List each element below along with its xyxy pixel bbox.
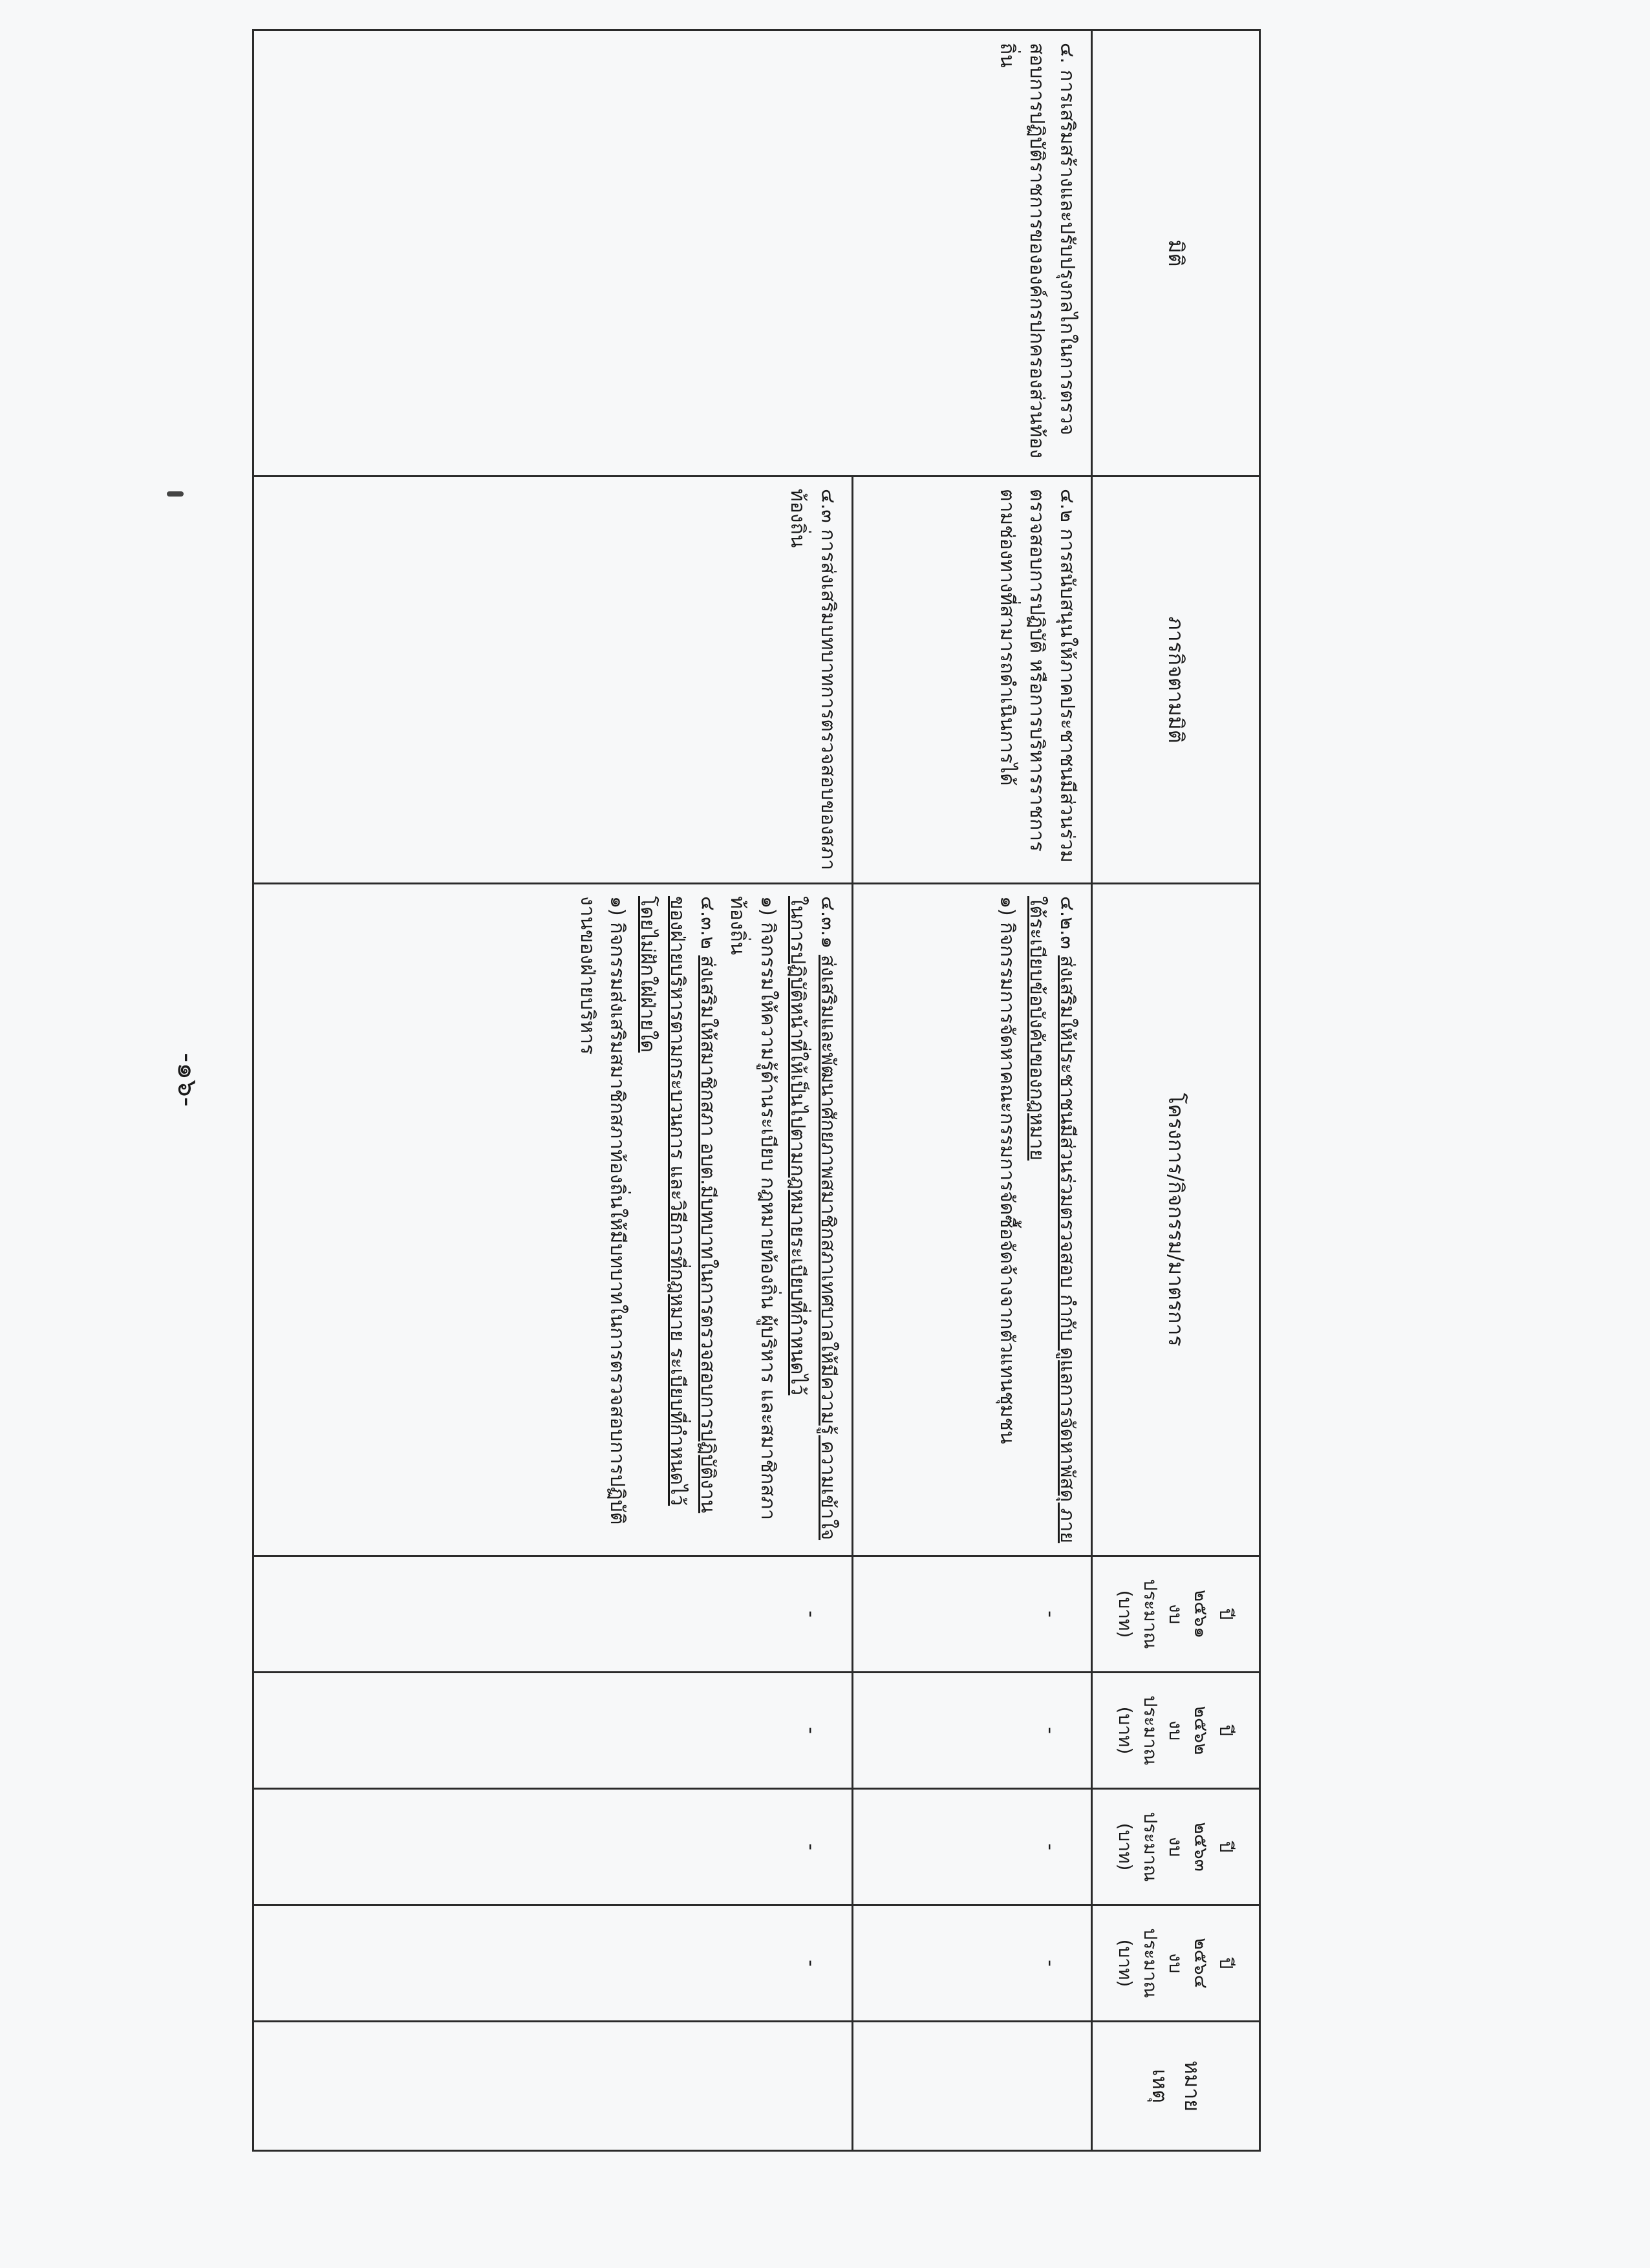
budget-2563: - [253,1789,853,1905]
budget-2561: - [253,1556,853,1673]
budget-2561: - [853,1556,1092,1673]
header-project: โครงการ/กิจกรรม/มาตรการ [1092,884,1260,1556]
budget-2562: - [853,1673,1092,1789]
dimension-cell: ๔. การเสริมสร้างและปรับปรุงกลไกในการตรวจสอบการปฏิบัติราชการขององค์กรปกครองส่วนท้องถิ่น [253,30,1092,476]
budget-2564: - [253,1905,853,2022]
mission-cell: ๔.๒ การสนับสนุนให้ภาคประชาชนมีส่วนร่วมตรวจสอบการปฏิบัติ หรือการบริหารราชการตามช่องทางที่สามารถดำเนินการได้ [853,476,1092,884]
project-item: ๑) กิจกรรมให้ความรู้ด้านระเบียบ กฎหมายท้องถิ่น ผู้บริหาร และสมาชิกสภาท้องถิ่น [726,896,779,1520]
rotated-table-container [252,29,1261,2150]
header-year-2563: ปี ๒๕๖๓ งบ ประมาณ (บาท) [1092,1789,1260,1905]
project-cell [853,884,1092,1556]
project-item: ๔.๓.๑ ส่งเสริมและพัฒนาศักยภาพสมาชิกสภาเทศบาลให้มีความรู้ ความเข้าใจในการปฏิบัติหน้าที่ให้เป็นไปตามกฎหมายระเบียบที่กำหนดไว้ [786,896,839,1541]
header-year-2564: ปี ๒๕๖๔ งบ ประมาณ (บาท) [1092,1905,1260,2022]
project-item: ๔.๒.๓ ส่งเสริมให้ประชาชนมีส่วนร่วมตรวจสอบ กำกับ ดูแลการจัดหาพัสดุ ภายใต้ระเบียบข้อบังคับของกฎหมาย [1025,896,1078,1543]
project-item: ๑) กิจกรรมส่งเสริมสมาชิกสภาท้องถิ่นให้มีบทบาทในการตรวจสอบการปฏิบัติงานของฝ่ายบริหาร [576,896,629,1525]
mission-cell: ๔.๓ การส่งเสริมบทบาทการตรวจสอบของสภาท้องถิ่น [253,476,853,884]
header-dimension: มิติ [1092,30,1260,476]
punch-mark [167,491,184,497]
strategy-table [252,29,1261,2152]
table-row [853,30,1092,2151]
page-number: -๑๖- [172,1053,204,1107]
header-year-2562: ปี ๒๕๖๒ งบ ประมาณ (บาท) [1092,1673,1260,1789]
header-remark: หมาย เหตุ [1092,2022,1260,2151]
header-mission: ภารกิจตามมิติ [1092,476,1260,884]
project-item: ๑) กิจกรรมการจัดหาคณะกรรมการจัดซื้อจัดจ้างจากตัวแทนชุมชน [996,896,1018,1444]
project-item: ๔.๓.๒ ส่งเสริมให้สมาชิกสภา อบต.มีบทบาทในการตรวจสอบการปฏิบัติงานของฝ่ายบริหารตามกระบวนการ และวิธีการที่กฎหมาย ระเบียบที่กำหนดไว้ โดยไม่ฝักใฝ่ฝ่ายใด [636,896,719,1514]
budget-2564: - [853,1905,1092,2022]
remark-cell [253,2022,853,2151]
remark-cell [853,2022,1092,2151]
project-cell [253,884,853,1556]
budget-2563: - [853,1789,1092,1905]
budget-2562: - [253,1673,853,1789]
header-year-2561: ปี ๒๕๖๑ งบ ประมาณ (บาท) [1092,1556,1260,1673]
table-frame [252,29,1261,2150]
header-row [1092,30,1260,2151]
